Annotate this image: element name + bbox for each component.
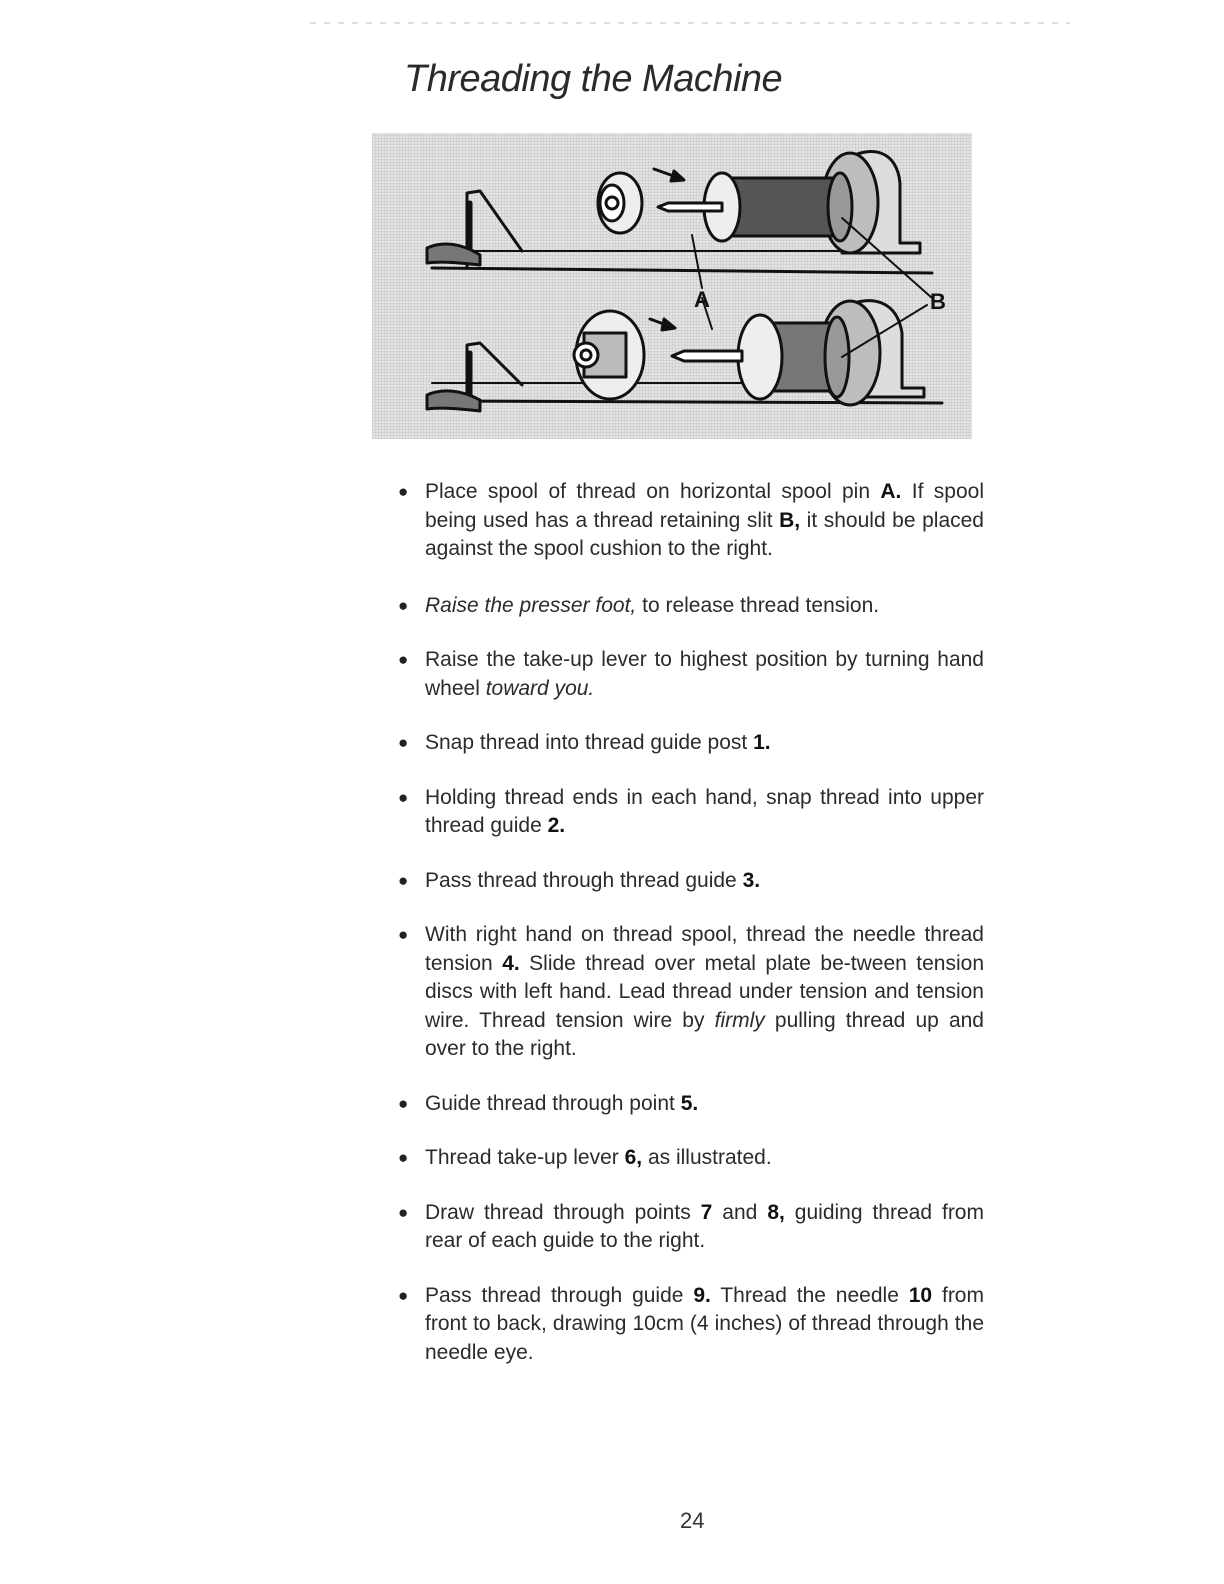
- step-text: Thread take-up lever: [425, 1146, 625, 1169]
- step-bold: 7: [700, 1200, 713, 1224]
- step-bold: 10: [908, 1283, 933, 1307]
- step-bold: 1.: [753, 731, 771, 754]
- step-text: it should be placed against the spool cushion to the right.: [425, 508, 984, 560]
- step-text: With right hand on thread spool, thread the needle thread tension: [425, 923, 984, 975]
- bullet-icon: ●: [398, 787, 409, 807]
- bullet-icon: ●: [398, 595, 409, 615]
- step-bold: B,: [779, 508, 801, 532]
- step-italic: toward you.: [485, 676, 595, 700]
- threading-instructions: [398, 478, 984, 1367]
- upper-spool: [598, 169, 852, 241]
- scan-artifact-rule: [310, 22, 1070, 24]
- step-text: Draw thread through points: [425, 1200, 701, 1224]
- step-bold: 2.: [547, 814, 566, 837]
- step-bold: 8,: [767, 1200, 785, 1224]
- step-text: Raise the take-up lever to highest position by turning hand wheel: [425, 648, 984, 700]
- page-number: 24: [680, 1508, 705, 1533]
- list-item: [398, 1144, 984, 1173]
- list-item: [398, 1199, 984, 1256]
- step-bold: 6,: [624, 1146, 643, 1169]
- list-item: [398, 646, 984, 703]
- step-text: If spool being used has a thread retaining slit: [425, 480, 985, 532]
- step-text: Guide thread through point: [425, 1091, 681, 1115]
- step-bold: 9.: [693, 1283, 711, 1307]
- bullet-icon: ●: [398, 925, 409, 944]
- bullet-icon: ●: [398, 1148, 409, 1167]
- bullet-icon: ●: [398, 650, 409, 669]
- step-bold: 5.: [680, 1091, 699, 1115]
- step-text: pulling thread up and over to the right.: [425, 1008, 984, 1060]
- step-text: Holding thread ends in each hand, snap thread into upper thread guide: [425, 785, 984, 837]
- list-item: [398, 867, 984, 896]
- bullet-icon: ●: [398, 1202, 409, 1222]
- step-text: from front to back, drawing 10cm (4 inches) of thread through the needle eye.: [425, 1283, 984, 1364]
- step-italic: firmly: [714, 1008, 765, 1032]
- list-item: [398, 478, 984, 564]
- list-item: [398, 1090, 984, 1119]
- label-b: B: [930, 289, 946, 314]
- page-title: Threading the Machine: [404, 58, 783, 100]
- step-text: Snap thread into thread guide post: [425, 731, 754, 754]
- step-text: guiding thread from rear of each guide to the right.: [425, 1200, 984, 1252]
- step-bold: 3.: [742, 868, 761, 892]
- step-text: Thread the needle: [710, 1283, 909, 1307]
- list-item: [398, 921, 984, 1064]
- step-text: Slide thread over metal plate be-tween tension discs with left hand. Lead thread under tension and tension wire. Thread tension wire by: [425, 951, 984, 1032]
- step-text: and: [712, 1200, 768, 1224]
- step-text: to release thread tension.: [636, 593, 880, 617]
- spool-pin-illustration: [372, 133, 972, 439]
- step-bold: 4.: [502, 951, 520, 975]
- step-text: Pass thread through thread guide: [425, 868, 743, 892]
- bullet-icon: ●: [398, 870, 409, 890]
- step-text: Place spool of thread on horizontal spool pin: [425, 480, 881, 503]
- list-item: [398, 592, 984, 621]
- list-item: [398, 784, 984, 841]
- spool-illustration-svg: [372, 133, 972, 439]
- label-a: A: [694, 287, 710, 312]
- bullet-icon: ●: [398, 1093, 409, 1113]
- step-bold: A.: [880, 480, 902, 503]
- list-item: [398, 1282, 984, 1368]
- bullet-icon: ●: [398, 733, 409, 752]
- step-italic: Raise the presser foot,: [425, 593, 637, 617]
- bullet-icon: ●: [398, 482, 409, 501]
- bullet-icon: ●: [398, 1285, 409, 1305]
- step-text: Pass thread through guide: [425, 1283, 694, 1307]
- list-item: [398, 729, 984, 758]
- step-text: as illustrated.: [642, 1146, 772, 1169]
